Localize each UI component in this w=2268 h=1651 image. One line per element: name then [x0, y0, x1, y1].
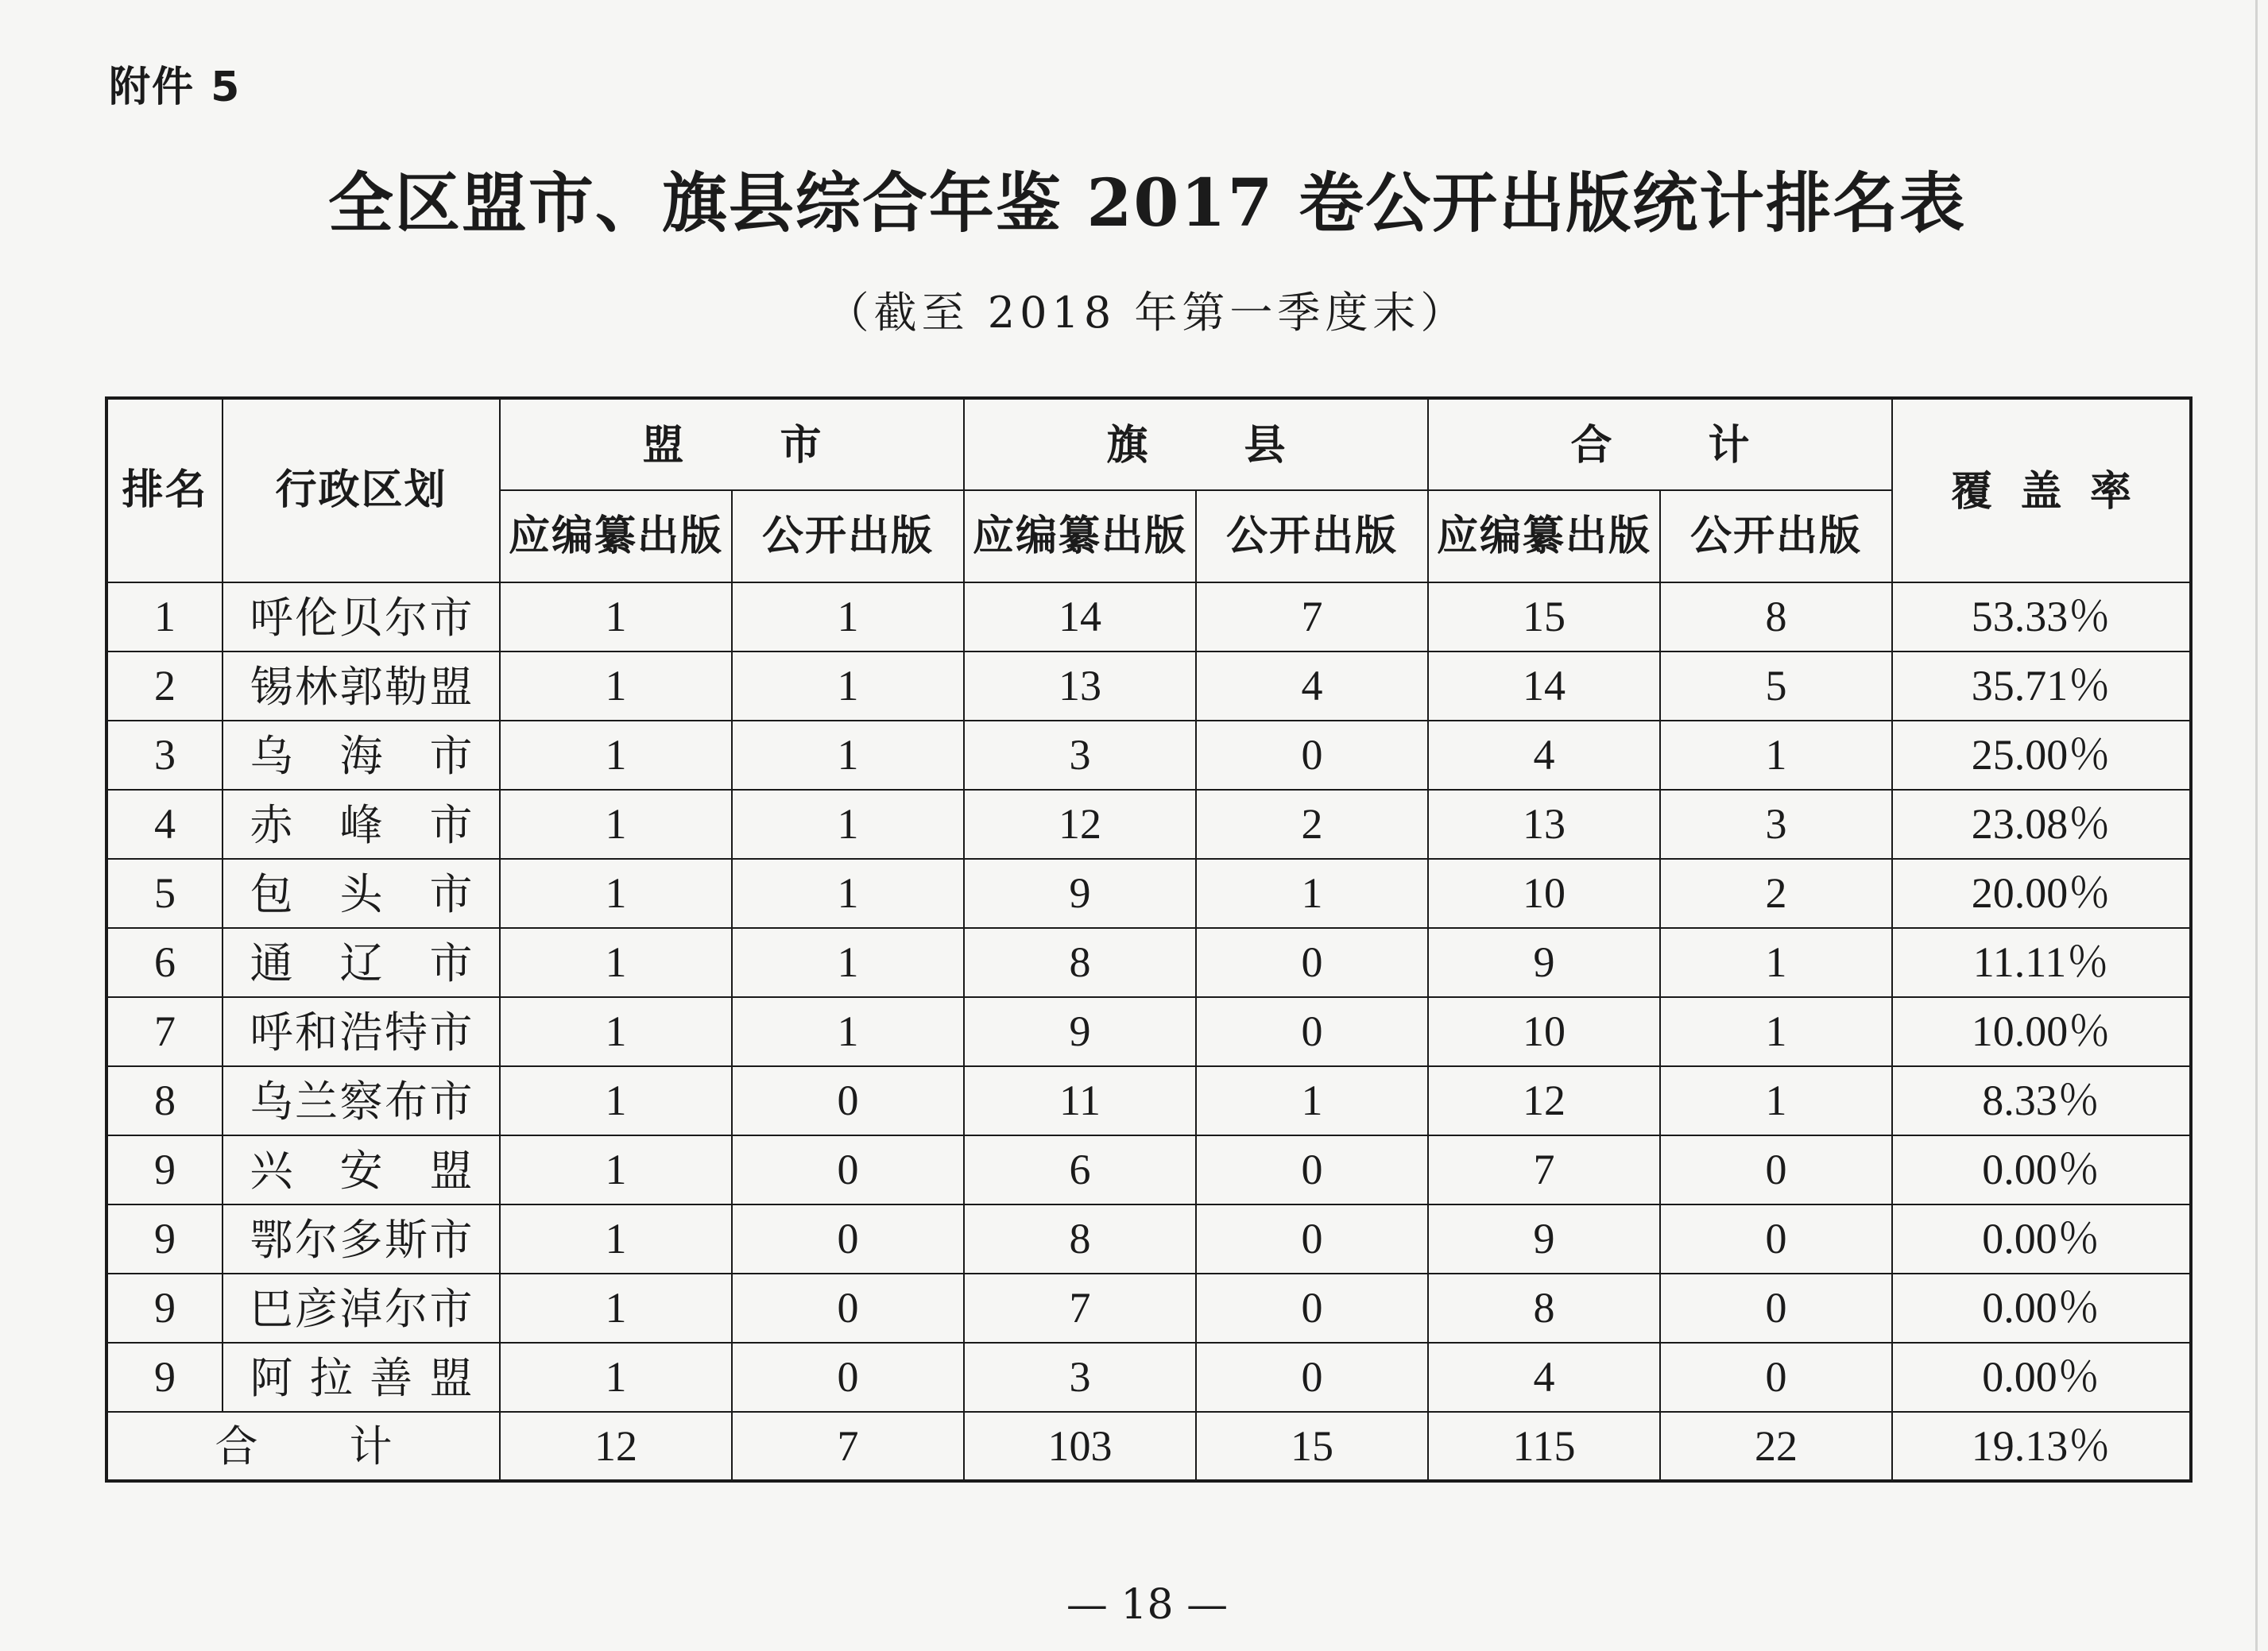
total-city-published-cell: 7	[732, 1412, 964, 1481]
region-cell	[223, 1066, 500, 1135]
total-published-cell: 2	[1660, 859, 1892, 928]
region-cell	[223, 1204, 500, 1274]
county-published-cell: 1	[1196, 859, 1428, 928]
table-row	[106, 1066, 2191, 1135]
header-row-groups	[106, 398, 2191, 490]
city-published-cell: 0	[732, 1274, 964, 1343]
rank-cell: 9	[106, 1135, 223, 1204]
county-required-cell: 11	[964, 1066, 1196, 1135]
county-required-cell: 9	[964, 859, 1196, 928]
region-cell	[223, 1274, 500, 1343]
county-published-cell: 7	[1196, 582, 1428, 652]
city-required-cell: 1	[500, 721, 732, 790]
region-cell	[223, 582, 500, 652]
city-required-cell: 1	[500, 1204, 732, 1274]
total-published-cell: 1	[1660, 928, 1892, 997]
county-published-cell: 4	[1196, 652, 1428, 721]
county-required-cell: 3	[964, 721, 1196, 790]
region-name: 呼伦贝尔市	[250, 592, 473, 643]
rank-cell: 5	[106, 859, 223, 928]
county-required-cell: 12	[964, 790, 1196, 859]
rank-cell: 2	[106, 652, 223, 721]
header-city-group	[500, 398, 964, 490]
region-name: 通 辽 市	[250, 938, 473, 988]
table-row	[106, 1135, 2191, 1204]
page-number: — 18 —	[1066, 1581, 1229, 1629]
coverage-cell: 0.00％	[1892, 1135, 2191, 1204]
county-required-cell: 13	[964, 652, 1196, 721]
city-required-cell: 1	[500, 582, 732, 652]
total-published-cell: 0	[1660, 1135, 1892, 1204]
total-required-cell: 4	[1428, 721, 1660, 790]
coverage-cell: 23.08％	[1892, 790, 2191, 859]
city-published-cell: 1	[732, 997, 964, 1066]
table-body	[106, 582, 2191, 1481]
total-county-required-cell: 103	[964, 1412, 1196, 1481]
table-header	[106, 398, 2191, 582]
coverage-cell: 11.11％	[1892, 928, 2191, 997]
region-name: 呼和浩特市	[250, 1007, 473, 1057]
header-region: 行政区划	[223, 398, 500, 582]
total-label-cell	[106, 1412, 500, 1481]
city-required-cell: 1	[500, 928, 732, 997]
rank-cell: 7	[106, 997, 223, 1066]
county-required-cell: 14	[964, 582, 1196, 652]
total-published-cell: 1	[1660, 1066, 1892, 1135]
region-name: 乌兰察布市	[250, 1076, 473, 1127]
city-required-cell: 1	[500, 790, 732, 859]
county-required-cell: 3	[964, 1343, 1196, 1412]
coverage-cell: 53.33％	[1892, 582, 2191, 652]
header-total-required: 应编纂出版	[1428, 490, 1660, 582]
city-required-cell: 1	[500, 997, 732, 1066]
region-cell	[223, 721, 500, 790]
city-required-cell: 1	[500, 859, 732, 928]
page-subtitle: （截至 2018 年第一季度末）	[826, 288, 1469, 338]
coverage-cell: 25.00％	[1892, 721, 2191, 790]
table-total-row	[106, 1412, 2191, 1481]
table-row	[106, 1274, 2191, 1343]
page-title: 全区盟市、旗县综合年鉴 2017 卷公开出版统计排名表	[327, 165, 1967, 242]
region-cell	[223, 928, 500, 997]
city-published-cell: 1	[732, 721, 964, 790]
total-required-cell: 10	[1428, 859, 1660, 928]
total-published-cell: 0	[1660, 1204, 1892, 1274]
county-published-cell: 0	[1196, 721, 1428, 790]
county-published-cell: 0	[1196, 928, 1428, 997]
header-county-group	[964, 398, 1428, 490]
rank-cell: 9	[106, 1204, 223, 1274]
header-county-published: 公开出版	[1196, 490, 1428, 582]
total-published-cell: 0	[1660, 1343, 1892, 1412]
scan-edge-line	[2255, 0, 2258, 1651]
region-cell	[223, 652, 500, 721]
city-published-cell: 0	[732, 1343, 964, 1412]
attachment-label: 附件 5	[109, 64, 242, 111]
region-cell	[223, 997, 500, 1066]
table-row	[106, 928, 2191, 997]
table-row	[106, 652, 2191, 721]
total-label: 合 计	[215, 1421, 393, 1472]
city-published-cell: 1	[732, 928, 964, 997]
rank-cell: 3	[106, 721, 223, 790]
rank-cell: 8	[106, 1066, 223, 1135]
total-published-cell: 1	[1660, 721, 1892, 790]
city-published-cell: 1	[732, 790, 964, 859]
city-required-cell: 1	[500, 652, 732, 721]
total-required-cell: 13	[1428, 790, 1660, 859]
table-row	[106, 859, 2191, 928]
county-required-cell: 7	[964, 1274, 1196, 1343]
region-cell	[223, 790, 500, 859]
header-city-required: 应编纂出版	[500, 490, 732, 582]
region-name: 锡林郭勒盟	[250, 661, 473, 712]
header-total-group	[1428, 398, 1892, 490]
coverage-cell: 35.71％	[1892, 652, 2191, 721]
total-published-cell: 0	[1660, 1274, 1892, 1343]
total-published-cell: 8	[1660, 582, 1892, 652]
region-cell	[223, 859, 500, 928]
table-row	[106, 790, 2191, 859]
header-total-group-label: 合 计	[1570, 421, 1750, 470]
header-total-published: 公开出版	[1660, 490, 1892, 582]
county-published-cell: 0	[1196, 1274, 1428, 1343]
coverage-cell: 8.33％	[1892, 1066, 2191, 1135]
coverage-cell: 10.00％	[1892, 997, 2191, 1066]
total-published-cell: 3	[1660, 790, 1892, 859]
rank-cell: 9	[106, 1343, 223, 1412]
city-published-cell: 1	[732, 652, 964, 721]
region-name: 巴彦淖尔市	[250, 1283, 473, 1334]
city-published-cell: 0	[732, 1135, 964, 1204]
region-name: 乌 海 市	[250, 730, 473, 781]
table-row	[106, 1204, 2191, 1274]
region-name: 阿 拉 善 盟	[250, 1352, 473, 1403]
total-coverage-cell: 19.13％	[1892, 1412, 2191, 1481]
total-total-required-cell: 115	[1428, 1412, 1660, 1481]
header-county-group-label: 旗 县	[1106, 421, 1286, 470]
total-required-cell: 10	[1428, 997, 1660, 1066]
total-required-cell: 7	[1428, 1135, 1660, 1204]
rank-cell: 4	[106, 790, 223, 859]
total-city-required-cell: 12	[500, 1412, 732, 1481]
table-row	[106, 721, 2191, 790]
total-published-cell: 1	[1660, 997, 1892, 1066]
rank-cell: 1	[106, 582, 223, 652]
county-required-cell: 6	[964, 1135, 1196, 1204]
city-required-cell: 1	[500, 1066, 732, 1135]
total-required-cell: 9	[1428, 928, 1660, 997]
region-cell	[223, 1135, 500, 1204]
table-row	[106, 582, 2191, 652]
region-name: 兴 安 盟	[250, 1145, 473, 1196]
rank-cell: 6	[106, 928, 223, 997]
header-rank: 排名	[106, 398, 223, 582]
ranking-table	[105, 396, 2193, 1483]
table-row	[106, 997, 2191, 1066]
coverage-cell: 0.00％	[1892, 1274, 2191, 1343]
county-required-cell: 9	[964, 997, 1196, 1066]
total-published-cell: 5	[1660, 652, 1892, 721]
region-name: 包 头 市	[250, 868, 473, 919]
coverage-cell: 0.00％	[1892, 1343, 2191, 1412]
county-published-cell: 0	[1196, 1204, 1428, 1274]
city-published-cell: 0	[732, 1066, 964, 1135]
city-required-cell: 1	[500, 1274, 732, 1343]
total-county-published-cell: 15	[1196, 1412, 1428, 1481]
total-required-cell: 9	[1428, 1204, 1660, 1274]
header-coverage-label: 覆 盖 率	[1951, 467, 2131, 516]
header-county-required: 应编纂出版	[964, 490, 1196, 582]
city-published-cell: 1	[732, 859, 964, 928]
table-row	[106, 1343, 2191, 1412]
header-city-group-label: 盟 市	[642, 421, 822, 470]
total-required-cell: 8	[1428, 1274, 1660, 1343]
coverage-cell: 0.00％	[1892, 1204, 2191, 1274]
total-total-published-cell: 22	[1660, 1412, 1892, 1481]
coverage-cell: 20.00％	[1892, 859, 2191, 928]
total-required-cell: 12	[1428, 1066, 1660, 1135]
total-required-cell: 14	[1428, 652, 1660, 721]
region-cell	[223, 1343, 500, 1412]
region-name: 鄂尔多斯市	[250, 1214, 473, 1265]
county-published-cell: 0	[1196, 997, 1428, 1066]
city-required-cell: 1	[500, 1343, 732, 1412]
region-name: 赤 峰 市	[250, 799, 473, 850]
header-city-published: 公开出版	[732, 490, 964, 582]
city-published-cell: 1	[732, 582, 964, 652]
county-published-cell: 1	[1196, 1066, 1428, 1135]
county-required-cell: 8	[964, 1204, 1196, 1274]
city-required-cell: 1	[500, 1135, 732, 1204]
city-published-cell: 0	[732, 1204, 964, 1274]
county-required-cell: 8	[964, 928, 1196, 997]
county-published-cell: 0	[1196, 1135, 1428, 1204]
county-published-cell: 0	[1196, 1343, 1428, 1412]
county-published-cell: 2	[1196, 790, 1428, 859]
header-coverage	[1892, 398, 2191, 582]
total-required-cell: 4	[1428, 1343, 1660, 1412]
total-required-cell: 15	[1428, 582, 1660, 652]
rank-cell: 9	[106, 1274, 223, 1343]
